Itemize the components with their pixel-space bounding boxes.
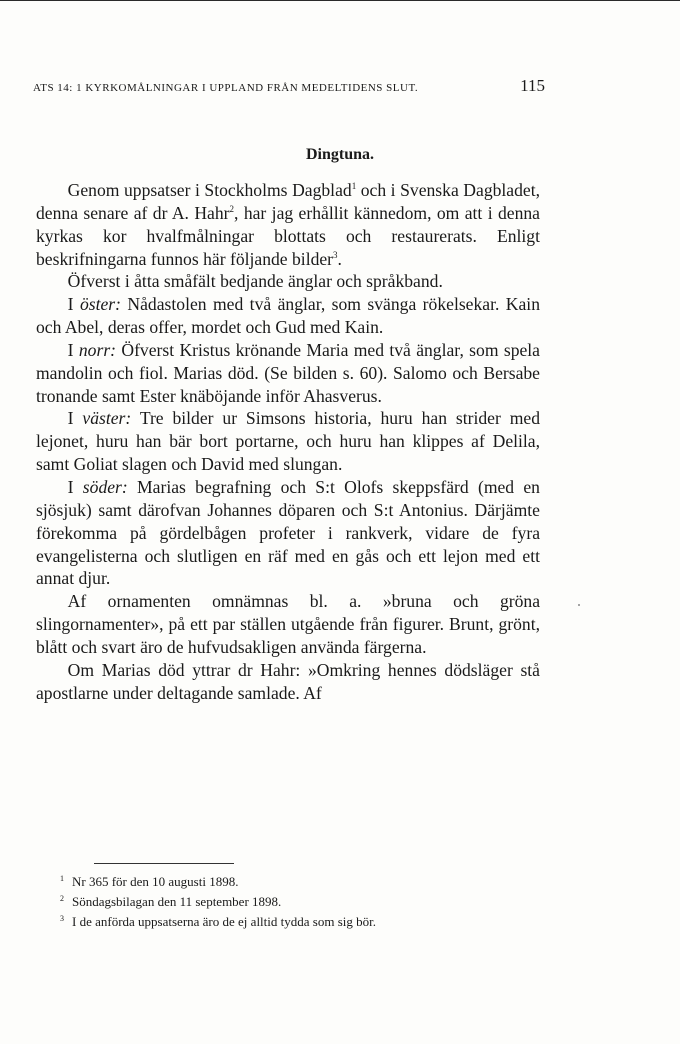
paragraph-east: I öster: Nådastolen med två änglar, som svänga rökelsekar. Kain och Abel, deras offer, mordet och Gud med Kain. xyxy=(36,294,540,338)
paragraph-west: I väster: Tre bilder ur Simsons historia, huru han strider med lejonet, huru han bär bort portarne, och huru han klippes af Delila, samt Goliat slagen och David med slungan. xyxy=(36,408,540,475)
footnote-1: $^1$ Nr 365 för den 10 augusti 1898. xyxy=(60,874,239,889)
direction-label: öster: xyxy=(79,294,121,315)
direction-label: söder: xyxy=(82,476,128,497)
body-text xyxy=(36,179,540,704)
top-edge-line xyxy=(0,0,680,1)
footnote-2: $^2$ Söndagsbilagan den 11 september 1898. xyxy=(60,894,282,909)
footnote-ref-2: 2 xyxy=(229,203,235,214)
footnote-ref-3: 3 xyxy=(333,249,338,260)
running-title: ATS 14: 1 KYRKOMÅLNINGAR I UPPLAND FRÅN MEDELTIDENS SLUT. xyxy=(33,82,419,94)
direction-label: norr: xyxy=(78,339,117,360)
paragraph-ornaments: Af ornamenten omnämnas bl. a. »bruna och gröna slingornamenter», på ett par ställen utgående från figurer. Brunt, grönt, blått och svart äro de hufvudsakligen använda färgerna. xyxy=(36,591,540,657)
footnotes xyxy=(60,872,540,932)
page-number: 115 xyxy=(520,76,545,95)
running-header xyxy=(33,76,545,96)
paragraph-1: Genom uppsatser i Stockholms Dagblad$^1$ och i Svenska Dagbladet, denna senare af dr A. Hahr$^2$, har jag erhållit kännedom, om att i denna kyrkas kor hvalfmålningar blottats och restaurerats. Enligt beskrifningarna funnos här följande bilder$^3$. xyxy=(36,180,540,269)
paragraph-2: Öfverst i åtta småfält bedjande änglar och språkband. xyxy=(67,271,443,292)
paragraph-north: I norr: Öfverst Kristus krönande Maria med två änglar, som spela mandolin och fiol. Marias död. (Se bilden s. 60). Salomo och Bersabe tronande samt Ester knäböjande inför Ahasverus. xyxy=(36,339,540,406)
footnote-ref-1: 1 xyxy=(351,181,357,191)
footnote-rule xyxy=(94,863,234,864)
paragraph-marias-dod: Om Marias död yttrar dr Hahr: »Omkring hennes dödsläger stå apostlarne under deltagande samlade. Af xyxy=(36,659,540,703)
paper-speck xyxy=(578,604,580,606)
footnote-3: $^3$ I de anförda uppsatserna äro de ej alltid tydda som sig bör. xyxy=(60,914,376,929)
direction-label: väster: xyxy=(82,408,132,429)
section-title: Dingtuna. xyxy=(305,146,375,163)
paragraph-south: I söder: Marias begrafning och S:t Olofs skeppsfärd (med en sjösjuk) samt därofvan Johannes döparen och S:t Antonius. Därjämte förekomma på gördelbågen profeter i rankverk, vidare de fyra evangelisterna och slutligen en räf med en gås och ett lejon med ett annat djur. xyxy=(36,476,540,589)
